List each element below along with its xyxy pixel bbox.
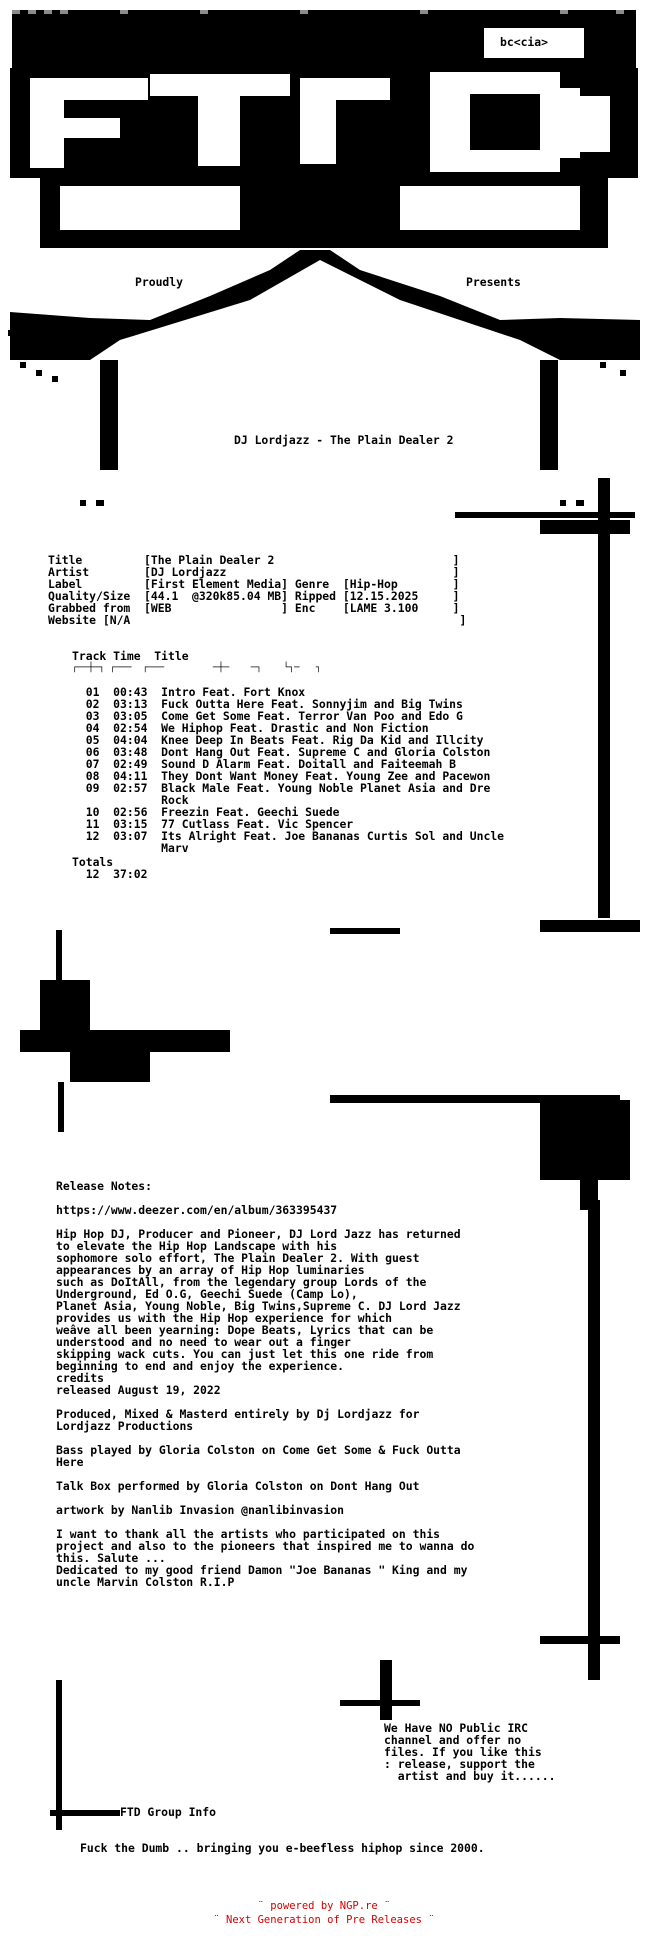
- info-artist-row: Artist [DJ Lordjazz ]: [48, 565, 460, 579]
- irc-note-line: files. If you like this: [384, 1745, 542, 1759]
- release-notes-line: credits: [56, 1371, 105, 1385]
- track-row: 07 02:49 Sound D Alarm Feat. Doitall and Faiteemah B: [72, 757, 457, 771]
- thanks-line: this. Salute ...: [56, 1551, 166, 1565]
- right-arrow-art: [330, 1095, 630, 1680]
- footer-powered-by: ¨ powered by NGP.re ¨: [257, 1900, 391, 1912]
- produced-line: Produced, Mixed & Masterd entirely by Dj Lordjazz for: [56, 1407, 420, 1421]
- thanks-line: project and also to the pioneers that inspired me to wanna do: [56, 1539, 475, 1553]
- release-notes-line: provides us with the Hip Hop experience for which: [56, 1311, 393, 1325]
- talkbox-credit: Talk Box performed by Gloria Colston on Dont Hang Out: [56, 1479, 420, 1493]
- info-quality-row: Quality/Size [44.1 @320k85.04 MB] Ripped [12.15.2025 ]: [48, 589, 460, 603]
- release-notes-url: https://www.deezer.com/en/album/363395437: [56, 1203, 338, 1217]
- info-label-row: Label [First Element Media] Genre [Hip-Hop ]: [48, 577, 460, 591]
- release-notes-line: weâve all been yearning: Dope Beats, Lyrics that can be: [56, 1323, 434, 1337]
- release-notes-line: beginning to end and enjoy the experience.: [56, 1359, 345, 1373]
- artwork-credit: artwork by Nanlib Invasion @nanlibinvasion: [56, 1503, 345, 1517]
- bass-line: Bass played by Gloria Colston on Come Get Some & Fuck Outta: [56, 1443, 461, 1457]
- footer-tagline: ¨ Next Generation of Pre Releases ¨: [213, 1914, 435, 1926]
- release-notes-line: sophomore solo effort, The Plain Dealer 2. With guest: [56, 1251, 420, 1265]
- ftd-logo-art: [0, 10, 648, 506]
- release-title: DJ Lordjazz - The Plain Dealer 2: [234, 433, 454, 447]
- totals-label: Totals: [72, 855, 114, 869]
- track-row: 06 03:48 Dont Hang Out Feat. Supreme C and Gloria Colston: [72, 745, 491, 759]
- produced-line: Lordjazz Productions: [56, 1419, 194, 1433]
- thanks-line: Dedicated to my good friend Damon "Joe Bananas " King and my: [56, 1563, 468, 1577]
- track-row: 09 02:57 Black Male Feat. Young Noble Planet Asia and Dre: [72, 781, 491, 795]
- release-notes-line: understood and no need to wear out a finger: [56, 1335, 351, 1349]
- totals-value: 12 37:02: [72, 867, 148, 881]
- release-notes-line: released August 19, 2022: [56, 1383, 221, 1397]
- release-notes-heading: Release Notes:: [56, 1179, 153, 1193]
- track-row: 01 00:43 Intro Feat. Fort Knox: [72, 685, 306, 699]
- group-info: FTD Group Info: [120, 1805, 217, 1819]
- track-row: Rock: [72, 793, 189, 807]
- tracklist-rule: ┌──┼─┐ ┌─── ┌─── ─┼─ ─┐ └┐─ ┐: [72, 663, 322, 673]
- info-title-row: Title [The Plain Dealer 2 ]: [48, 553, 460, 567]
- release-notes-line: skipping wack cuts. You can just let this one ride from: [56, 1347, 434, 1361]
- release-notes-line: Underground, Ed O.G, Geechi Suede (Camp Lo),: [56, 1287, 358, 1301]
- proudly-label: Proudly: [135, 275, 184, 289]
- presents-label: Presents: [466, 275, 521, 289]
- info-grabbed-row: Grabbed from [WEB ] Enc [LAME 3.100 ]: [48, 601, 460, 615]
- irc-note-line: We Have NO Public IRC: [384, 1721, 529, 1735]
- irc-note-line: : release, support the: [384, 1757, 535, 1771]
- track-row: Marv: [72, 841, 189, 855]
- tracklist-header: Track Time Title: [72, 649, 189, 663]
- track-row: 08 04:11 They Dont Want Money Feat. Young Zee and Pacewon: [72, 769, 491, 783]
- release-notes-line: such as DoItAll, from the legendary group Lords of the: [56, 1275, 427, 1289]
- track-row: 11 03:15 77 Cutlass Feat. Vic Spencer: [72, 817, 354, 831]
- bass-line: Here: [56, 1455, 84, 1469]
- info-website-row: Website [N/A ]: [48, 613, 467, 627]
- release-notes-line: to elevate the Hip Hop Landscape with his: [56, 1239, 338, 1253]
- left-star-art: [20, 930, 230, 1132]
- release-notes-line: Hip Hop DJ, Producer and Pioneer, DJ Lord Jazz has returned: [56, 1227, 461, 1241]
- group-slogan: Fuck the Dumb .. bringing you e-beefless hiphop since 2000.: [80, 1841, 485, 1855]
- thanks-line: uncle Marvin Colston R.I.P: [56, 1575, 235, 1589]
- release-notes-line: Planet Asia, Young Noble, Big Twins,Supreme C. DJ Lord Jazz: [56, 1299, 461, 1313]
- track-row: 12 03:07 Its Alright Feat. Joe Bananas Curtis Sol and Uncle: [72, 829, 505, 843]
- irc-note-line: channel and offer no: [384, 1733, 522, 1747]
- track-row: 02 03:13 Fuck Outta Here Feat. Sonnyjim and Big Twins: [72, 697, 463, 711]
- bottom-left-line: [50, 1660, 420, 1830]
- header-tag: bc<cia>: [500, 35, 549, 49]
- track-row: 05 04:04 Knee Deep In Beats Feat. Rig Da Kid and Illcity: [72, 733, 484, 747]
- track-row: 03 03:05 Come Get Some Feat. Terror Van Poo and Edo G: [72, 709, 463, 723]
- release-notes-line: appearances by an array of Hip Hop luminaries: [56, 1263, 365, 1277]
- track-row: 04 02:54 We Hiphop Feat. Drastic and Non Fiction: [72, 721, 429, 735]
- track-row: 10 02:56 Freezin Feat. Geechi Suede: [72, 805, 340, 819]
- thanks-line: I want to thank all the artists who participated on this: [56, 1527, 441, 1541]
- irc-note-line: artist and buy it......: [384, 1769, 556, 1783]
